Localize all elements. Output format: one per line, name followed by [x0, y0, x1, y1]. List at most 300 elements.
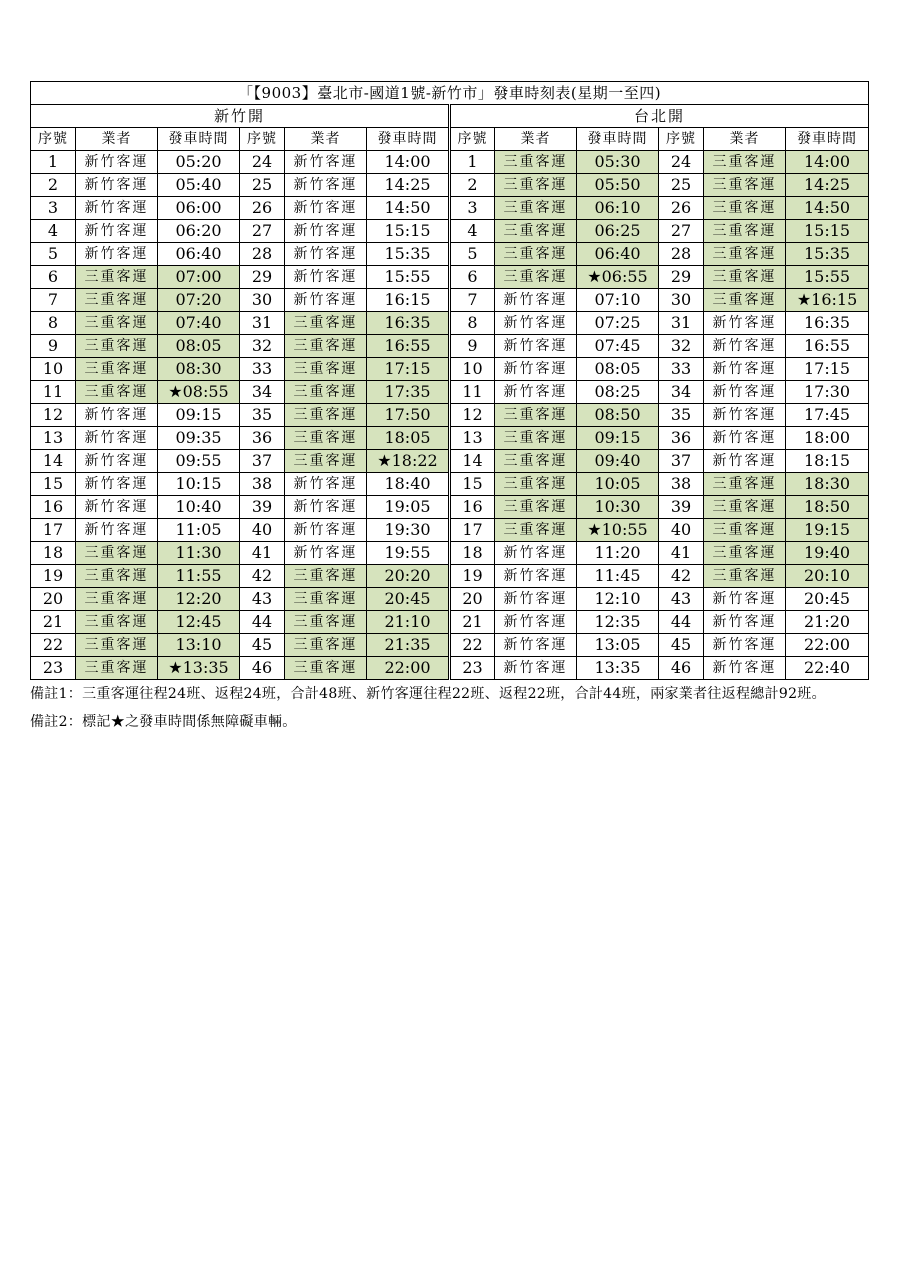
- operator-header: 業者: [495, 128, 577, 151]
- departure-time-cell: 15:35: [786, 243, 869, 266]
- departure-time-cell: ★18:22: [367, 450, 450, 473]
- seq-cell: 22: [450, 634, 495, 657]
- column-header-row: [31, 128, 869, 151]
- operator-cell: 三重客運: [285, 588, 367, 611]
- departure-time-cell: 16:15: [367, 289, 450, 312]
- departure-time-cell: 13:35: [577, 657, 659, 680]
- departure-time-cell: 08:50: [577, 404, 659, 427]
- seq-cell: 10: [31, 358, 76, 381]
- departure-time-cell: 21:10: [367, 611, 450, 634]
- operator-cell: 新竹客運: [285, 151, 367, 174]
- operator-cell: 新竹客運: [495, 634, 577, 657]
- seq-cell: 29: [659, 266, 704, 289]
- seq-cell: 12: [450, 404, 495, 427]
- departure-time-cell: 07:20: [158, 289, 240, 312]
- seq-cell: 4: [450, 220, 495, 243]
- seq-cell: 6: [450, 266, 495, 289]
- departure-time-cell: 19:30: [367, 519, 450, 542]
- seq-cell: 20: [31, 588, 76, 611]
- seq-cell: 3: [31, 197, 76, 220]
- operator-cell: 新竹客運: [76, 519, 158, 542]
- departure-time-cell: 20:10: [786, 565, 869, 588]
- operator-cell: 三重客運: [495, 473, 577, 496]
- departure-time-cell: 17:15: [786, 358, 869, 381]
- departure-time-cell: 15:35: [367, 243, 450, 266]
- seq-cell: 45: [240, 634, 285, 657]
- seq-cell: 44: [659, 611, 704, 634]
- seq-cell: 15: [31, 473, 76, 496]
- departure-time-cell: 13:10: [158, 634, 240, 657]
- seq-cell: 17: [31, 519, 76, 542]
- seq-cell: 24: [240, 151, 285, 174]
- operator-cell: 三重客運: [495, 450, 577, 473]
- seq-cell: 9: [450, 335, 495, 358]
- operator-cell: 三重客運: [76, 381, 158, 404]
- operator-cell: 新竹客運: [495, 588, 577, 611]
- departure-time-cell: 07:25: [577, 312, 659, 335]
- seq-cell: 43: [240, 588, 285, 611]
- departure-time-cell: 11:20: [577, 542, 659, 565]
- note-2: 備註2：標記★之發車時間係無障礙車輛。: [30, 714, 297, 730]
- operator-cell: 新竹客運: [495, 289, 577, 312]
- table-row: [31, 404, 869, 427]
- notes: [30, 683, 868, 733]
- seq-cell: 14: [450, 450, 495, 473]
- seq-cell: 34: [240, 381, 285, 404]
- seq-cell: 36: [659, 427, 704, 450]
- departure-time-cell: 12:10: [577, 588, 659, 611]
- operator-cell: 三重客運: [495, 243, 577, 266]
- operator-cell: 新竹客運: [495, 358, 577, 381]
- table-row: [31, 565, 869, 588]
- seq-cell: 41: [240, 542, 285, 565]
- seq-cell: 45: [659, 634, 704, 657]
- departure-time-cell: 15:55: [367, 266, 450, 289]
- operator-cell: 新竹客運: [704, 404, 786, 427]
- departure-time-cell: ★13:35: [158, 657, 240, 680]
- seq-cell: 46: [659, 657, 704, 680]
- operator-cell: 三重客運: [495, 496, 577, 519]
- operator-cell: 新竹客運: [704, 450, 786, 473]
- seq-cell: 7: [31, 289, 76, 312]
- operator-cell: 新竹客運: [76, 174, 158, 197]
- seq-cell: 16: [31, 496, 76, 519]
- seq-cell: 42: [240, 565, 285, 588]
- departure-time-cell: 05:40: [158, 174, 240, 197]
- seq-cell: 31: [659, 312, 704, 335]
- seq-cell: 24: [659, 151, 704, 174]
- operator-cell: 新竹客運: [76, 450, 158, 473]
- departure-time-cell: 19:55: [367, 542, 450, 565]
- table-row: [31, 657, 869, 680]
- departure-time-cell: 17:30: [786, 381, 869, 404]
- seq-cell: 5: [450, 243, 495, 266]
- departure-time-cell: 10:30: [577, 496, 659, 519]
- seq-cell: 19: [31, 565, 76, 588]
- departure-time-cell: 11:05: [158, 519, 240, 542]
- operator-cell: 新竹客運: [704, 657, 786, 680]
- seq-cell: 39: [659, 496, 704, 519]
- operator-cell: 新竹客運: [704, 358, 786, 381]
- seq-cell: 2: [450, 174, 495, 197]
- departure-time-cell: 18:50: [786, 496, 869, 519]
- departure-time-cell: 12:35: [577, 611, 659, 634]
- operator-cell: 新竹客運: [704, 312, 786, 335]
- departure-time-cell: 06:25: [577, 220, 659, 243]
- seq-cell: 18: [31, 542, 76, 565]
- operator-cell: 三重客運: [76, 542, 158, 565]
- seq-cell: 32: [240, 335, 285, 358]
- seq-cell: 28: [659, 243, 704, 266]
- seq-cell: 27: [240, 220, 285, 243]
- departure-time-cell: ★08:55: [158, 381, 240, 404]
- departure-time-cell: 10:40: [158, 496, 240, 519]
- departure-time-cell: 14:00: [367, 151, 450, 174]
- operator-cell: 三重客運: [285, 634, 367, 657]
- operator-cell: 新竹客運: [704, 611, 786, 634]
- departure-time-cell: 18:00: [786, 427, 869, 450]
- departure-time-cell: ★10:55: [577, 519, 659, 542]
- operator-cell: 新竹客運: [495, 335, 577, 358]
- seq-cell: 46: [240, 657, 285, 680]
- operator-cell: 三重客運: [76, 588, 158, 611]
- seq-cell: 17: [450, 519, 495, 542]
- timetable-body: [31, 151, 869, 680]
- seq-cell: 1: [31, 151, 76, 174]
- operator-cell: 三重客運: [285, 312, 367, 335]
- table-row: [31, 542, 869, 565]
- operator-cell: 三重客運: [704, 197, 786, 220]
- departure-time-header: 發車時間: [577, 128, 659, 151]
- table-row: [31, 427, 869, 450]
- seq-cell: 31: [240, 312, 285, 335]
- operator-cell: 新竹客運: [76, 243, 158, 266]
- operator-cell: 三重客運: [495, 427, 577, 450]
- departure-time-cell: 05:30: [577, 151, 659, 174]
- seq-cell: 39: [240, 496, 285, 519]
- seq-cell: 29: [240, 266, 285, 289]
- table-row: [31, 588, 869, 611]
- seq-cell: 25: [659, 174, 704, 197]
- operator-cell: 三重客運: [495, 220, 577, 243]
- table-row: [31, 220, 869, 243]
- departure-time-cell: 15:15: [786, 220, 869, 243]
- operator-cell: 新竹客運: [285, 542, 367, 565]
- operator-cell: 新竹客運: [285, 197, 367, 220]
- operator-cell: 新竹客運: [495, 611, 577, 634]
- operator-cell: 新竹客運: [76, 151, 158, 174]
- seq-cell: 21: [450, 611, 495, 634]
- seq-cell: 20: [450, 588, 495, 611]
- departure-time-cell: 19:05: [367, 496, 450, 519]
- departure-time-cell: 18:30: [786, 473, 869, 496]
- operator-cell: 三重客運: [704, 220, 786, 243]
- departure-time-cell: 08:25: [577, 381, 659, 404]
- departure-time-cell: 11:45: [577, 565, 659, 588]
- seq-cell: 36: [240, 427, 285, 450]
- departure-time-header: 發車時間: [158, 128, 240, 151]
- table-row: [31, 519, 869, 542]
- operator-cell: 新竹客運: [704, 634, 786, 657]
- departure-time-cell: 14:25: [367, 174, 450, 197]
- operator-cell: 新竹客運: [285, 473, 367, 496]
- departure-time-cell: 08:05: [158, 335, 240, 358]
- table-row: [31, 312, 869, 335]
- departure-time-cell: 17:15: [367, 358, 450, 381]
- seq-cell: 4: [31, 220, 76, 243]
- page-title: 「【9003】臺北市-國道1號-新竹市」發車時刻表(星期一至四): [31, 82, 869, 105]
- seq-cell: 38: [240, 473, 285, 496]
- departure-time-cell: 08:05: [577, 358, 659, 381]
- operator-cell: 三重客運: [704, 243, 786, 266]
- departure-time-cell: 16:35: [367, 312, 450, 335]
- operator-cell: 三重客運: [76, 657, 158, 680]
- direction-row: [31, 105, 869, 128]
- operator-cell: 三重客運: [704, 289, 786, 312]
- departure-time-cell: 21:20: [786, 611, 869, 634]
- seq-cell: 1: [450, 151, 495, 174]
- seq-cell: 27: [659, 220, 704, 243]
- table-row: [31, 197, 869, 220]
- seq-cell: 8: [450, 312, 495, 335]
- operator-cell: 三重客運: [76, 565, 158, 588]
- seq-cell: 26: [240, 197, 285, 220]
- seq-cell: 8: [31, 312, 76, 335]
- departure-time-header: 發車時間: [786, 128, 869, 151]
- operator-cell: 三重客運: [76, 335, 158, 358]
- departure-time-cell: 07:45: [577, 335, 659, 358]
- seq-cell: 30: [240, 289, 285, 312]
- operator-cell: 新竹客運: [704, 588, 786, 611]
- departure-time-cell: 06:10: [577, 197, 659, 220]
- operator-cell: 三重客運: [495, 519, 577, 542]
- departure-time-cell: 07:00: [158, 266, 240, 289]
- table-row: [31, 611, 869, 634]
- table-row: [31, 174, 869, 197]
- departure-time-cell: 06:00: [158, 197, 240, 220]
- operator-cell: 新竹客運: [285, 266, 367, 289]
- seq-cell: 13: [31, 427, 76, 450]
- seq-cell: 9: [31, 335, 76, 358]
- seq-cell: 35: [659, 404, 704, 427]
- departure-time-cell: 05:50: [577, 174, 659, 197]
- operator-cell: 三重客運: [76, 289, 158, 312]
- direction-hsinchu-departure: 新竹開: [31, 105, 450, 128]
- seq-cell: 13: [450, 427, 495, 450]
- title-row: [31, 82, 869, 105]
- seq-cell: 34: [659, 381, 704, 404]
- departure-time-cell: 06:40: [577, 243, 659, 266]
- departure-time-cell: 22:00: [367, 657, 450, 680]
- operator-cell: 三重客運: [704, 496, 786, 519]
- seq-cell: 15: [450, 473, 495, 496]
- departure-time-cell: 18:05: [367, 427, 450, 450]
- table-row: [31, 381, 869, 404]
- departure-time-cell: 10:15: [158, 473, 240, 496]
- operator-cell: 新竹客運: [285, 220, 367, 243]
- seq-cell: 25: [240, 174, 285, 197]
- departure-time-cell: 20:45: [367, 588, 450, 611]
- departure-time-cell: 15:55: [786, 266, 869, 289]
- operator-cell: 三重客運: [285, 565, 367, 588]
- seq-cell: 38: [659, 473, 704, 496]
- seq-cell: 14: [31, 450, 76, 473]
- operator-cell: 三重客運: [285, 335, 367, 358]
- seq-header: 序號: [450, 128, 495, 151]
- operator-cell: 三重客運: [704, 519, 786, 542]
- operator-cell: 三重客運: [285, 657, 367, 680]
- departure-time-cell: 17:35: [367, 381, 450, 404]
- seq-cell: 28: [240, 243, 285, 266]
- seq-cell: 41: [659, 542, 704, 565]
- operator-cell: 三重客運: [285, 427, 367, 450]
- seq-cell: 22: [31, 634, 76, 657]
- departure-time-cell: ★16:15: [786, 289, 869, 312]
- departure-time-cell: 16:35: [786, 312, 869, 335]
- operator-cell: 新竹客運: [76, 496, 158, 519]
- table-row: [31, 243, 869, 266]
- operator-cell: 新竹客運: [704, 427, 786, 450]
- seq-cell: 44: [240, 611, 285, 634]
- seq-cell: 32: [659, 335, 704, 358]
- departure-time-cell: 14:50: [786, 197, 869, 220]
- departure-time-cell: 15:15: [367, 220, 450, 243]
- operator-cell: 三重客運: [495, 266, 577, 289]
- operator-cell: 三重客運: [285, 450, 367, 473]
- table-row: [31, 151, 869, 174]
- direction-taipei-departure: 台北開: [450, 105, 869, 128]
- operator-cell: 新竹客運: [495, 565, 577, 588]
- seq-cell: 33: [659, 358, 704, 381]
- departure-time-cell: 16:55: [367, 335, 450, 358]
- seq-cell: 19: [450, 565, 495, 588]
- departure-time-cell: 09:55: [158, 450, 240, 473]
- operator-cell: 新竹客運: [76, 473, 158, 496]
- seq-header: 序號: [659, 128, 704, 151]
- departure-time-cell: 13:05: [577, 634, 659, 657]
- timetable: [30, 81, 869, 680]
- table-row: [31, 289, 869, 312]
- operator-cell: 三重客運: [495, 197, 577, 220]
- operator-cell: 新竹客運: [495, 657, 577, 680]
- departure-time-cell: 07:40: [158, 312, 240, 335]
- departure-time-cell: 05:20: [158, 151, 240, 174]
- seq-header: 序號: [240, 128, 285, 151]
- seq-cell: 3: [450, 197, 495, 220]
- table-row: [31, 335, 869, 358]
- table-row: [31, 496, 869, 519]
- seq-cell: 5: [31, 243, 76, 266]
- schedule-sheet: [30, 81, 868, 739]
- operator-cell: 新竹客運: [76, 197, 158, 220]
- operator-cell: 三重客運: [495, 174, 577, 197]
- operator-cell: 新竹客運: [76, 404, 158, 427]
- seq-cell: 35: [240, 404, 285, 427]
- departure-time-cell: 08:30: [158, 358, 240, 381]
- operator-cell: 新竹客運: [285, 519, 367, 542]
- departure-time-cell: 12:45: [158, 611, 240, 634]
- seq-cell: 40: [659, 519, 704, 542]
- note-1: 備註1：三重客運往程24班、返程24班，合計48班、新竹客運往程22班、返程22班，合計44班，兩家業者往返程總計92班。: [30, 686, 826, 702]
- departure-time-cell: 09:40: [577, 450, 659, 473]
- departure-time-cell: 17:45: [786, 404, 869, 427]
- operator-cell: 三重客運: [704, 473, 786, 496]
- seq-header: 序號: [31, 128, 76, 151]
- operator-cell: 新竹客運: [704, 381, 786, 404]
- seq-cell: 33: [240, 358, 285, 381]
- departure-time-cell: 19:15: [786, 519, 869, 542]
- seq-cell: 12: [31, 404, 76, 427]
- departure-time-cell: 20:20: [367, 565, 450, 588]
- operator-header: 業者: [285, 128, 367, 151]
- table-row: [31, 634, 869, 657]
- departure-time-cell: 19:40: [786, 542, 869, 565]
- operator-cell: 新竹客運: [285, 496, 367, 519]
- seq-cell: 37: [240, 450, 285, 473]
- operator-cell: 三重客運: [704, 151, 786, 174]
- seq-cell: 11: [450, 381, 495, 404]
- operator-cell: 新竹客運: [285, 289, 367, 312]
- seq-cell: 40: [240, 519, 285, 542]
- departure-time-cell: 06:20: [158, 220, 240, 243]
- departure-time-cell: 07:10: [577, 289, 659, 312]
- seq-cell: 37: [659, 450, 704, 473]
- seq-cell: 11: [31, 381, 76, 404]
- operator-cell: 新竹客運: [285, 243, 367, 266]
- operator-cell: 三重客運: [704, 174, 786, 197]
- departure-time-cell: 06:40: [158, 243, 240, 266]
- seq-cell: 10: [450, 358, 495, 381]
- operator-cell: 三重客運: [285, 358, 367, 381]
- seq-cell: 43: [659, 588, 704, 611]
- seq-cell: 2: [31, 174, 76, 197]
- seq-cell: 30: [659, 289, 704, 312]
- operator-cell: 新竹客運: [495, 381, 577, 404]
- departure-time-cell: 14:25: [786, 174, 869, 197]
- departure-time-cell: 18:40: [367, 473, 450, 496]
- seq-cell: 42: [659, 565, 704, 588]
- seq-cell: 18: [450, 542, 495, 565]
- operator-cell: 新竹客運: [285, 174, 367, 197]
- seq-cell: 23: [450, 657, 495, 680]
- operator-cell: 三重客運: [76, 611, 158, 634]
- departure-time-cell: 17:50: [367, 404, 450, 427]
- departure-time-cell: 14:50: [367, 197, 450, 220]
- operator-cell: 三重客運: [285, 611, 367, 634]
- table-row: [31, 358, 869, 381]
- operator-header: 業者: [704, 128, 786, 151]
- departure-time-cell: 09:15: [158, 404, 240, 427]
- operator-cell: 新竹客運: [76, 220, 158, 243]
- departure-time-cell: 11:55: [158, 565, 240, 588]
- departure-time-cell: 18:15: [786, 450, 869, 473]
- table-row: [31, 450, 869, 473]
- operator-cell: 新竹客運: [495, 312, 577, 335]
- operator-cell: 三重客運: [285, 381, 367, 404]
- operator-cell: 三重客運: [76, 312, 158, 335]
- departure-time-cell: 09:15: [577, 427, 659, 450]
- table-row: [31, 473, 869, 496]
- operator-cell: 三重客運: [495, 151, 577, 174]
- table-row: [31, 266, 869, 289]
- operator-cell: 三重客運: [495, 404, 577, 427]
- seq-cell: 21: [31, 611, 76, 634]
- operator-cell: 三重客運: [285, 404, 367, 427]
- operator-cell: 新竹客運: [76, 427, 158, 450]
- departure-time-header: 發車時間: [367, 128, 450, 151]
- operator-cell: 三重客運: [704, 266, 786, 289]
- departure-time-cell: 22:40: [786, 657, 869, 680]
